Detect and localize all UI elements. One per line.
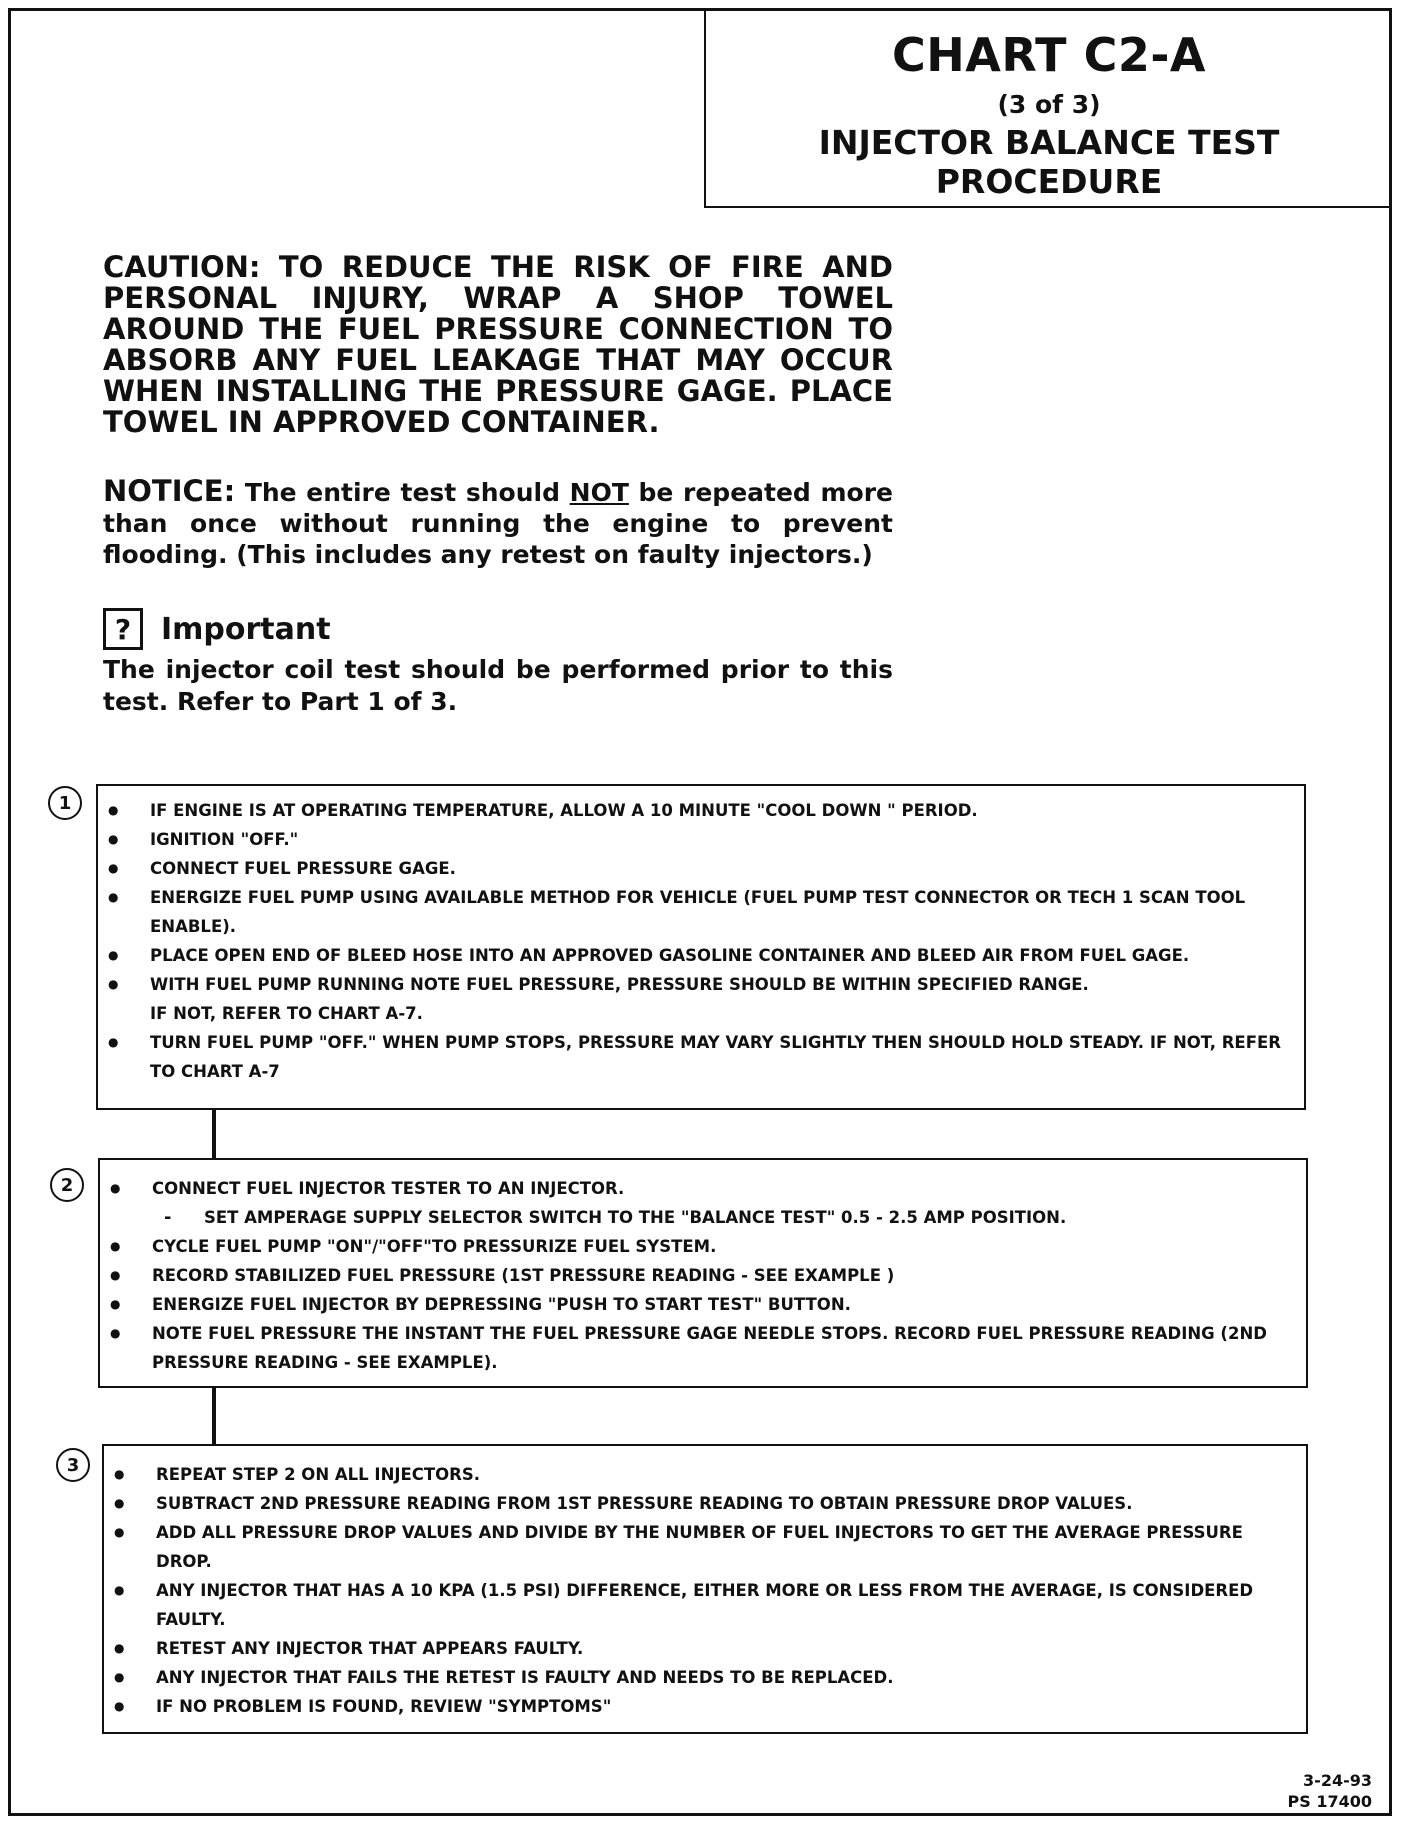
step-1-item: ● IF ENGINE IS AT OPERATING TEMPERATURE, ALLOW A 10 MINUTE "COOL DOWN " PERIOD.: [98, 796, 1304, 825]
title-box: [704, 8, 1392, 208]
footer-ps-code: PS 17400: [1287, 1792, 1372, 1811]
step-1-item: ● PLACE OPEN END OF BLEED HOSE INTO AN APPROVED GASOLINE CONTAINER AND BLEED AIR FROM FUEL GAGE.: [98, 941, 1304, 970]
step-3-item: ● SUBTRACT 2ND PRESSURE READING FROM 1ST PRESSURE READING TO OBTAIN PRESSURE DROP VALUES.: [104, 1489, 1306, 1518]
chart-subtitle: INJECTOR BALANCE TEST PROCEDURE: [818, 123, 1280, 201]
step-box-1: [96, 784, 1306, 1110]
step-1-item: ● IGNITION "OFF.": [98, 825, 1304, 854]
step-2-item: ● CYCLE FUEL PUMP "ON"/"OFF"TO PRESSURIZE FUEL SYSTEM.: [100, 1232, 1306, 1261]
step-3-item: ● RETEST ANY INJECTOR THAT APPEARS FAULTY.: [104, 1634, 1306, 1663]
step-1-item: ● TURN FUEL PUMP "OFF." WHEN PUMP STOPS, PRESSURE MAY VARY SLIGHTLY THEN SHOULD HOLD STEADY. IF NOT, REFER TO CHART A-7: [98, 1028, 1304, 1086]
step-2-item: ● ENERGIZE FUEL INJECTOR BY DEPRESSING "PUSH TO START TEST" BUTTON.: [100, 1290, 1306, 1319]
step-box-2: [98, 1158, 1308, 1388]
step-1-list: [98, 796, 1304, 1086]
footer: [1288, 1770, 1372, 1812]
caution-text: CAUTION: TO REDUCE THE RISK OF FIRE AND PERSONAL INJURY, WRAP A SHOP TOWEL AROUND THE FUEL PRESSURE CONNECTION TO ABSORB ANY FUEL LEAKAGE THAT MAY OCCUR WHEN INSTALLING THE PRESSURE GAGE. PLACE TOWEL IN APPROVED CONTAINER.: [103, 250, 893, 439]
step-number-2: 2: [50, 1168, 84, 1202]
step-3-item: ● ANY INJECTOR THAT HAS A 10 KPA (1.5 PSI) DIFFERENCE, EITHER MORE OR LESS FROM THE AVERAGE, IS CONSIDERED FAULTY.: [104, 1576, 1306, 1634]
step-2-list: [100, 1174, 1306, 1377]
step-1-item: IF NOT, REFER TO CHART A-7.: [150, 1004, 423, 1023]
step-box-3: [102, 1444, 1308, 1734]
step-2-item: - SET AMPERAGE SUPPLY SELECTOR SWITCH TO THE "BALANCE TEST" 0.5 - 2.5 AMP POSITION.: [100, 1203, 1306, 1232]
step-number-3: 3: [56, 1448, 90, 1482]
notice-block: [103, 476, 893, 570]
step-3-item: ● REPEAT STEP 2 ON ALL INJECTORS.: [104, 1460, 1306, 1489]
step-2-item: ● NOTE FUEL PRESSURE THE INSTANT THE FUEL PRESSURE GAGE NEEDLE STOPS. RECORD FUEL PRESSURE READING (2ND PRESSURE READING - SEE EXAMPLE).: [100, 1319, 1306, 1377]
important-header: [103, 605, 331, 653]
step-3-list: [104, 1460, 1306, 1721]
step-1-item: ● ENERGIZE FUEL PUMP USING AVAILABLE METHOD FOR VEHICLE (FUEL PUMP TEST CONNECTOR OR TECH 1 SCAN TOOL ENABLE).: [98, 883, 1304, 941]
important-text: The injector coil test should be performed prior to this test. Refer to Part 1 of 3.: [103, 655, 893, 716]
step-2-item: ● CONNECT FUEL INJECTOR TESTER TO AN INJECTOR.: [100, 1174, 1306, 1203]
chart-title: CHART C2-A: [891, 28, 1207, 82]
important-title: Important: [161, 611, 331, 647]
important-icon: ?: [103, 608, 143, 650]
step-3-item: ● IF NO PROBLEM IS FOUND, REVIEW "SYMPTOMS": [104, 1692, 1306, 1721]
chart-part: (3 of 3): [997, 90, 1101, 119]
connector-line-2-3: [212, 1388, 216, 1444]
step-3-item: ● ADD ALL PRESSURE DROP VALUES AND DIVIDE BY THE NUMBER OF FUEL INJECTORS TO GET THE AVERAGE PRESSURE DROP.: [104, 1518, 1306, 1576]
notice-label: NOTICE:: [103, 474, 236, 508]
step-1-item: ● CONNECT FUEL PRESSURE GAGE.: [98, 854, 1304, 883]
step-1-item: ● WITH FUEL PUMP RUNNING NOTE FUEL PRESSURE, PRESSURE SHOULD BE WITHIN SPECIFIED RANGE.: [98, 970, 1304, 999]
connector-line-1-2: [212, 1110, 216, 1158]
notice-text-after: be repeated more than once without running the engine to prevent flooding. (This includes any retest on faulty injectors.): [103, 478, 893, 569]
notice-text-before: The entire test should: [235, 478, 570, 507]
step-3-item: ● ANY INJECTOR THAT FAILS THE RETEST IS FAULTY AND NEEDS TO BE REPLACED.: [104, 1663, 1306, 1692]
step-number-1: 1: [48, 786, 82, 820]
footer-date: 3-24-93: [1303, 1771, 1372, 1790]
notice-emphasis: NOT: [569, 478, 629, 507]
step-2-item: ● RECORD STABILIZED FUEL PRESSURE (1ST PRESSURE READING - SEE EXAMPLE ): [100, 1261, 1306, 1290]
